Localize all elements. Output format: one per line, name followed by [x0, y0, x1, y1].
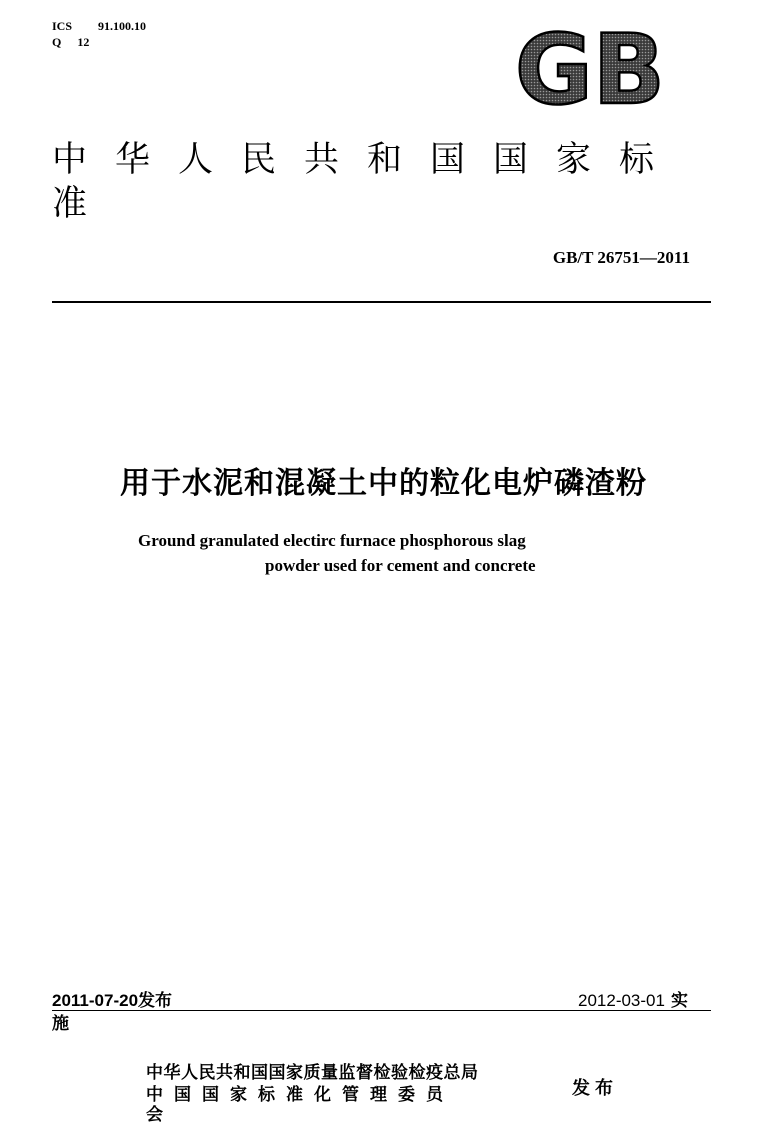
- issue-label: 发布: [138, 991, 173, 1011]
- divider-top: [52, 301, 711, 303]
- issuing-agency-aqsiq: 中华人民共和国国家质量监督检验检疫总局: [146, 1063, 479, 1083]
- implementation-date-value: 2012-03-01: [578, 991, 665, 1010]
- ics-code: 91.100.10: [98, 19, 147, 33]
- ics-classification: [52, 18, 146, 50]
- standard-number: GB/T 26751—2011: [552, 248, 690, 267]
- issue-date: [52, 986, 172, 1011]
- gb-logo: [512, 27, 668, 109]
- implementation-date: [578, 986, 694, 1011]
- implementation-label: 实: [670, 991, 694, 1011]
- document-title-en-line1: Ground granulated electirc furnace phosphorous slag: [138, 531, 526, 550]
- ccs-label: Q: [52, 35, 62, 49]
- issuing-agency-sac-continued: 会: [146, 1105, 163, 1125]
- ics-label: ICS: [52, 19, 73, 33]
- issuing-agency-sac: 中国国家标准化管理委员: [146, 1085, 454, 1105]
- issue-date-value: 2011-07-20: [52, 991, 139, 1010]
- document-title-en-line2: powder used for cement and concrete: [265, 556, 536, 575]
- document-title-zh: 用于水泥和混凝土中的粒化电炉磷渣粉: [120, 466, 647, 501]
- gb-logo-text: GB: [515, 27, 665, 109]
- ccs-code: 12: [77, 35, 90, 49]
- divider-bottom: [52, 1010, 711, 1011]
- standard-title: 中华人民共和国国家标准: [52, 140, 683, 224]
- implementation-label-continued: 施: [52, 1014, 69, 1034]
- publish-label: 发布: [572, 1078, 618, 1099]
